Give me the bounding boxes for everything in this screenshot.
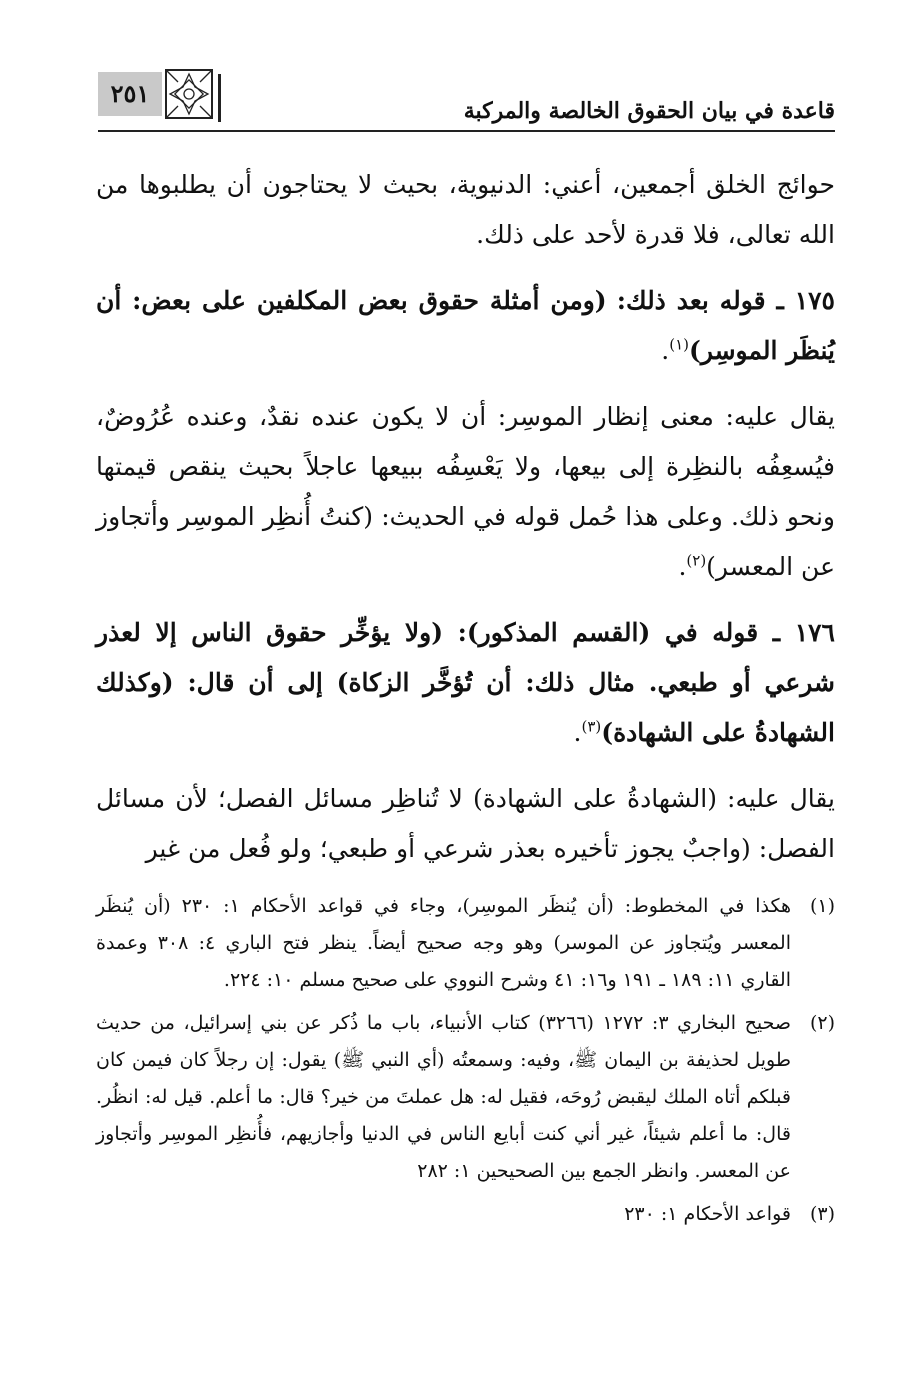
footnote-3 <box>96 1196 835 1233</box>
main-text <box>96 160 835 890</box>
paragraph-4 <box>96 608 835 758</box>
ornament-icon <box>164 68 214 120</box>
page-header <box>98 68 835 132</box>
footnote-2 <box>96 1005 835 1190</box>
footnote-text: قواعد الأحكام ١: ٢٣٠ <box>624 1203 791 1225</box>
footnote-text: صحيح البخاري ٣: ١٢٧٢ (٣٢٦٦) كتاب الأنبياء، باب ما ذُكر عن بني إسرائيل، من حديث طويل لحذيفة بن اليمان ﷺ، وفيه: وسمعتُه (أي النبي ﷺ) يقول: إن رجلاً كان فيمن كان قبلكم أتاه الملك ليقبض رُوحَه، فقيل له: هل عملتَ من خير؟ قال: ما أعلم. قيل له: انظُر. قال: ما أعلم شيئاً، غير أني كنت أبايع الناس في الدنيا وأجازيهم، فأُنظِر الموسِر وأتجاوز عن المعسر. وانظر الجمع بين الصحيحين ١: ٢٨٢ <box>96 1012 792 1182</box>
footnote-number: (٣) <box>809 1203 835 1225</box>
footnote-ref-2: (٢) <box>686 551 707 570</box>
footnotes <box>96 888 835 1239</box>
footnote-number: (١) <box>809 895 835 917</box>
running-title: قاعدة في بيان الحقوق الخالصة والمركبة <box>463 98 835 124</box>
footnote-text: هكذا في المخطوط: (أن يُنظَر الموسِر)، وجاء في قواعد الأحكام ١: ٢٣٠ (أن يُنظَر المعسر ويُتجاوز عن الموسر) وهو وجه صحيح أيضاً. ينظر فتح الباري ٤: ٣٠٨ وعمدة القاري ١١: ١٨٩ ـ ١٩١ و١٦: ٤١ وشرح النووي على صحيح مسلم ١٠: ٢٢٤. <box>96 895 791 991</box>
paragraph-3 <box>96 392 835 592</box>
paragraph-2-lead: ١٧٥ ـ قوله بعد ذلك: <box>616 286 835 315</box>
paragraph-4-end: . <box>573 718 582 747</box>
paragraph-1: حوائج الخلق أجمعين، أعني: الدنيوية، بحيث لا يحتاجون أن يطلبوها من الله تعالى، فلا قدرة لأحد على ذلك. <box>96 170 835 249</box>
paragraph-2-end: . <box>661 336 670 365</box>
footnote-number: (٢) <box>809 1012 835 1034</box>
paragraph-5: يقال عليه: (الشهادةُ على الشهادة) لا تُناظِر مسائل الفصل؛ لأن مسائل الفصل: (واجبٌ يجوز تأخيره بعذر شرعي أو طبعي؛ ولو فُعل من غير <box>96 784 835 863</box>
page-number: ٢٥١ <box>98 72 162 116</box>
paragraph-3-end: . <box>678 552 687 581</box>
paragraph-4-text: ١٧٦ ـ قوله في (القسم المذكور): (ولا يؤخِّر حقوق الناس إلا لعذر شرعي أو طبعي. مثال ذلك: أن تُؤخَّر الزكاة) إلى أن قال: (وكذلك الشهادةُ على الشهادة) <box>96 618 835 747</box>
header-divider <box>218 74 221 122</box>
footnote-1 <box>96 888 835 999</box>
footnote-ref-1: (١) <box>669 335 689 354</box>
paragraph-2-quote: (ومن أمثلة حقوق بعض المكلفين على بعض: أن يُنظَر الموسِر) <box>96 286 835 365</box>
paragraph-2 <box>96 276 835 376</box>
footnote-ref-3: (٣) <box>581 717 602 736</box>
paragraph-3-text: يقال عليه: معنى إنظار الموسِر: أن لا يكون عنده نقدٌ، وعنده عُرُوضٌ، فيُسعِفُه بالنظِرة إلى بيعها، ولا يَعْسِفُه ببيعها عاجلاً بحيث ينقص قيمتها ونحو ذلك. وعلى هذا حُمل قوله في الحديث: (كنتُ أُنظِر الموسِر وأتجاوز عن المعسر) <box>96 402 835 581</box>
